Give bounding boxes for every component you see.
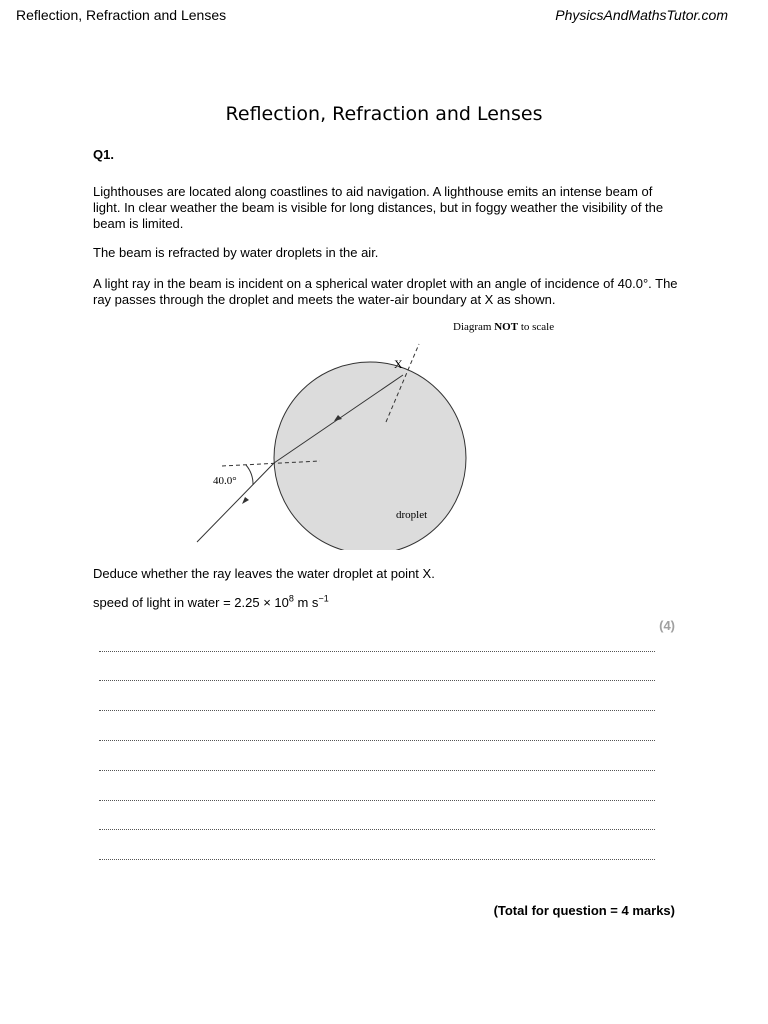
total-marks: (Total for question = 4 marks) — [493, 903, 675, 918]
answer-line[interactable] — [99, 740, 655, 741]
incidence-angle-label: 40.0° — [213, 475, 237, 487]
page-header-title: Reflection, Refraction and Lenses — [16, 7, 227, 23]
droplet-circle — [274, 362, 466, 550]
answer-line[interactable] — [99, 829, 655, 830]
point-x-label: X — [394, 357, 403, 371]
question-number: Q1. — [93, 147, 114, 162]
incidence-angle-arc — [246, 465, 253, 485]
question-paragraph-ray: A light ray in the beam is incident on a spherical water droplet with an angle of incidence of 40.0°. The ray passes through the droplet and meets the water-air boundary at X as shown. — [93, 276, 678, 307]
answer-line[interactable] — [99, 859, 655, 860]
answer-line[interactable] — [99, 800, 655, 801]
page-header-site: PhysicsAndMathsTutor.com — [555, 7, 728, 23]
question-paragraph-refraction: The beam is refracted by water droplets in the air. — [93, 245, 379, 260]
droplet-label: droplet — [396, 509, 428, 521]
question-instruction: Deduce whether the ray leaves the water droplet at point X. — [93, 566, 435, 581]
question-paragraph-intro: Lighthouses are located along coastlines to aid navigation. A lighthouse emits an intense beam of light. In clear weather the beam is visible for long distances, but in foggy weather the visibility of the beam is limited. — [93, 184, 664, 231]
answer-line[interactable] — [99, 770, 655, 771]
marks-available: (4) — [659, 618, 675, 633]
answer-line[interactable] — [99, 710, 655, 711]
incident-ray-arrow — [242, 497, 249, 504]
diagram-scale-note: Diagram NOT to scale — [453, 321, 555, 333]
answer-line[interactable] — [99, 680, 655, 681]
page-title: Reflection, Refraction and Lenses — [225, 103, 543, 125]
speed-of-light-data: speed of light in water = $2.25 \times 10^8$ m $s^{-1}$ — [93, 593, 329, 610]
answer-line[interactable] — [99, 651, 655, 652]
droplet-diagram — [190, 315, 590, 550]
